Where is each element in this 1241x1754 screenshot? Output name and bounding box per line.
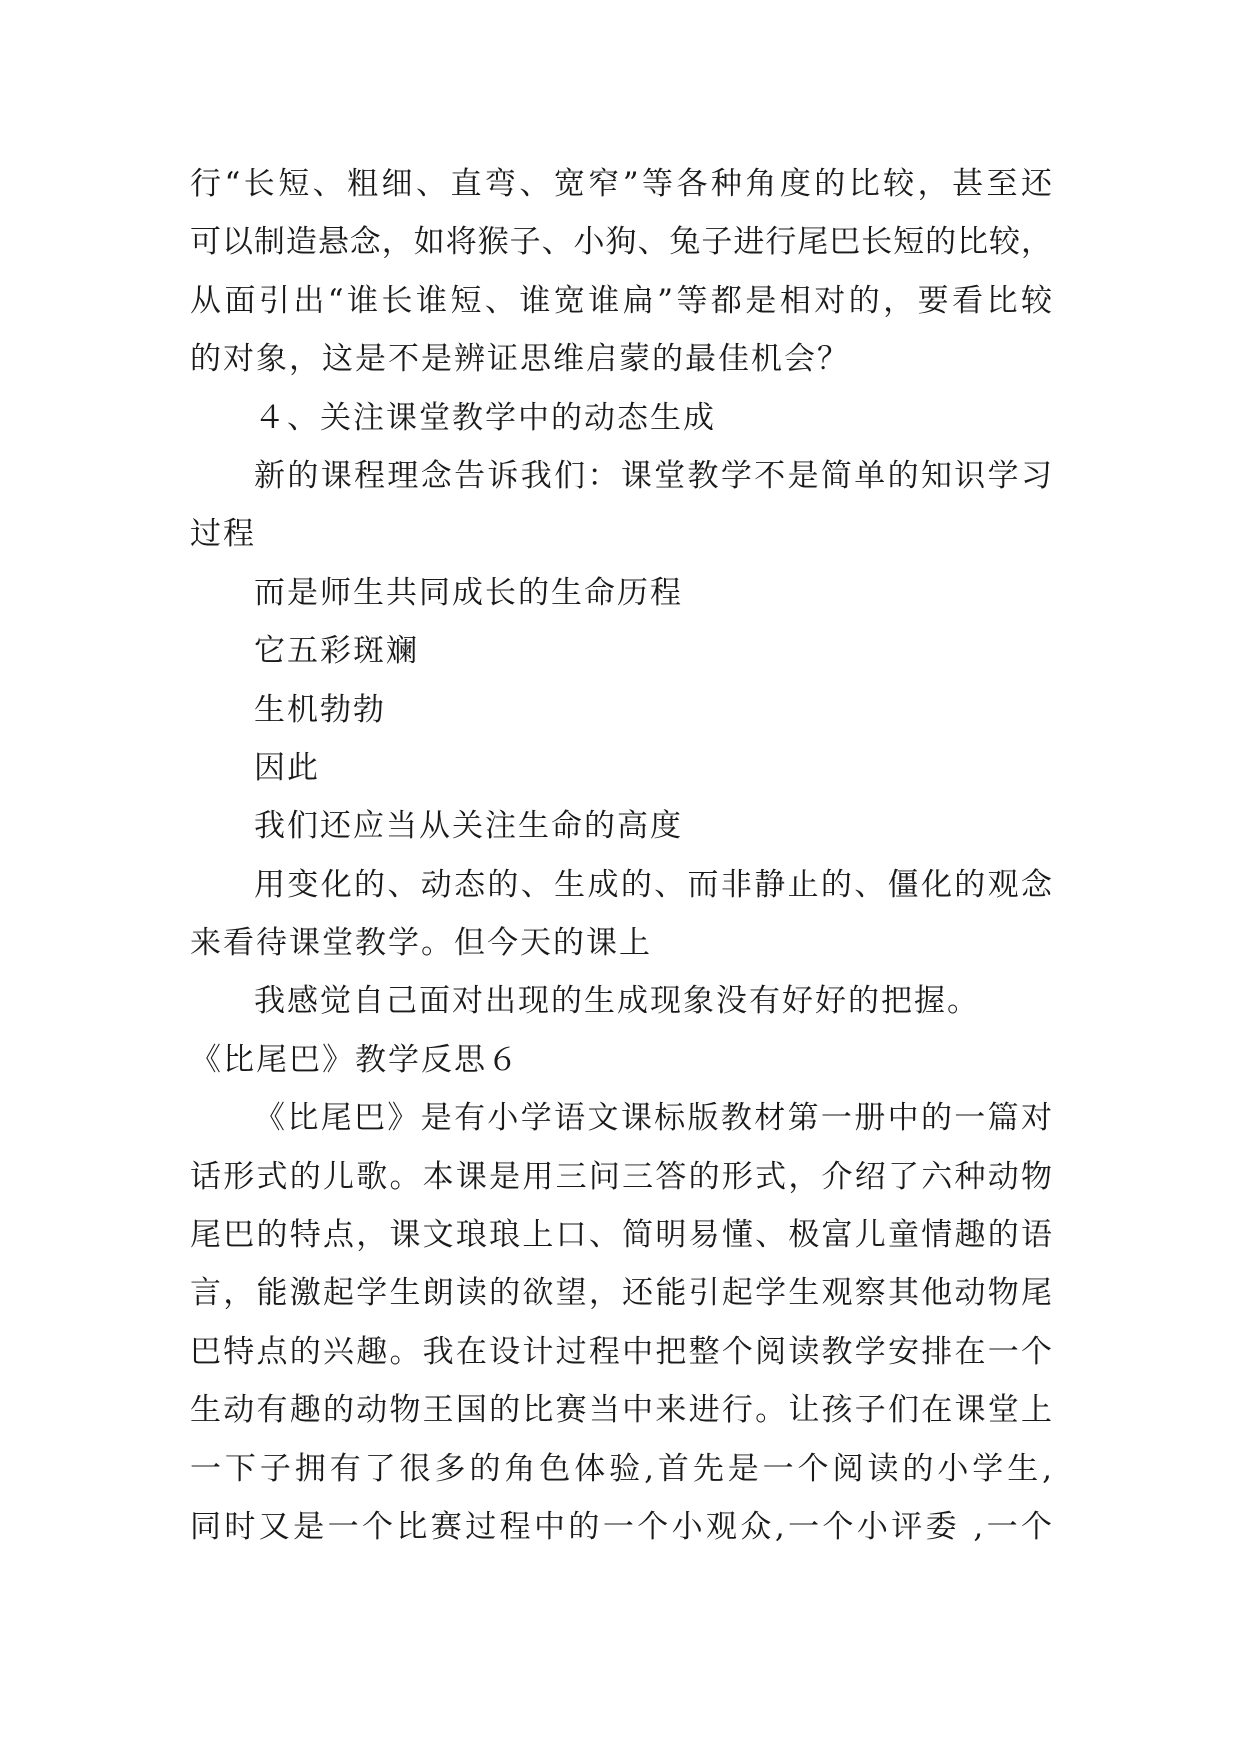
text-line: 的对象，这是不是辨证思维启蒙的最佳机会？ bbox=[190, 341, 850, 378]
text-line: 我们还应当从关注生命的高度 bbox=[254, 808, 683, 845]
text-line: 尾巴的特点，课文琅琅上口、简明易懂、极富儿童情趣的语 bbox=[190, 1217, 1052, 1254]
text-line: 巴特点的兴趣。我在设计过程中把整个阅读教学安排在一个 bbox=[190, 1333, 1052, 1370]
section-heading: ４、关注课堂教学中的动态生成 bbox=[254, 399, 716, 436]
text-line: 话形式的儿歌。本课是用三问三答的形式，介绍了六种动物 bbox=[190, 1158, 1052, 1195]
article-title: 《比尾巴》教学反思６ bbox=[190, 1041, 520, 1078]
text-line: 可以制造悬念，如将猴子、小狗、兔子进行尾巴长短的比较， bbox=[190, 224, 1052, 261]
text-line: 因此 bbox=[254, 749, 320, 786]
text-line: 而是师生共同成长的生命历程 bbox=[254, 574, 683, 611]
text-line: 同时又是一个比赛过程中的一个小观众,一个小评委 ,一个 bbox=[190, 1508, 1052, 1545]
text-line: 来看待课堂教学。但今天的课上 bbox=[190, 925, 652, 962]
text-line: 生动有趣的动物王国的比赛当中来进行。让孩子们在课堂上 bbox=[190, 1392, 1052, 1429]
text-line: 用变化的、动态的、生成的、而非静止的、僵化的观念 bbox=[254, 866, 1052, 903]
text-line: 过程 bbox=[190, 516, 256, 553]
document-body bbox=[190, 155, 1052, 1556]
text-line: 生机勃勃 bbox=[254, 691, 386, 728]
text-line: 我感觉自己面对出现的生成现象没有好好的把握。 bbox=[254, 983, 980, 1020]
text-line: 《比尾巴》是有小学语文课标版教材第一册中的一篇对 bbox=[254, 1100, 1052, 1137]
text-line: 言，能激起学生朗读的欲望，还能引起学生观察其他动物尾 bbox=[190, 1275, 1052, 1312]
text-line: 新的课程理念告诉我们：课堂教学不是简单的知识学习 bbox=[254, 457, 1052, 494]
text-line: 行“长短、粗细、直弯、宽窄”等各种角度的比较，甚至还 bbox=[190, 166, 1052, 202]
text-line: 从面引出“谁长谁短、谁宽谁扁”等都是相对的，要看比较 bbox=[190, 282, 1052, 319]
text-line: 一下子拥有了很多的角色体验,首先是一个阅读的小学生, bbox=[190, 1450, 1052, 1487]
text-line: 它五彩斑斓 bbox=[254, 633, 419, 670]
